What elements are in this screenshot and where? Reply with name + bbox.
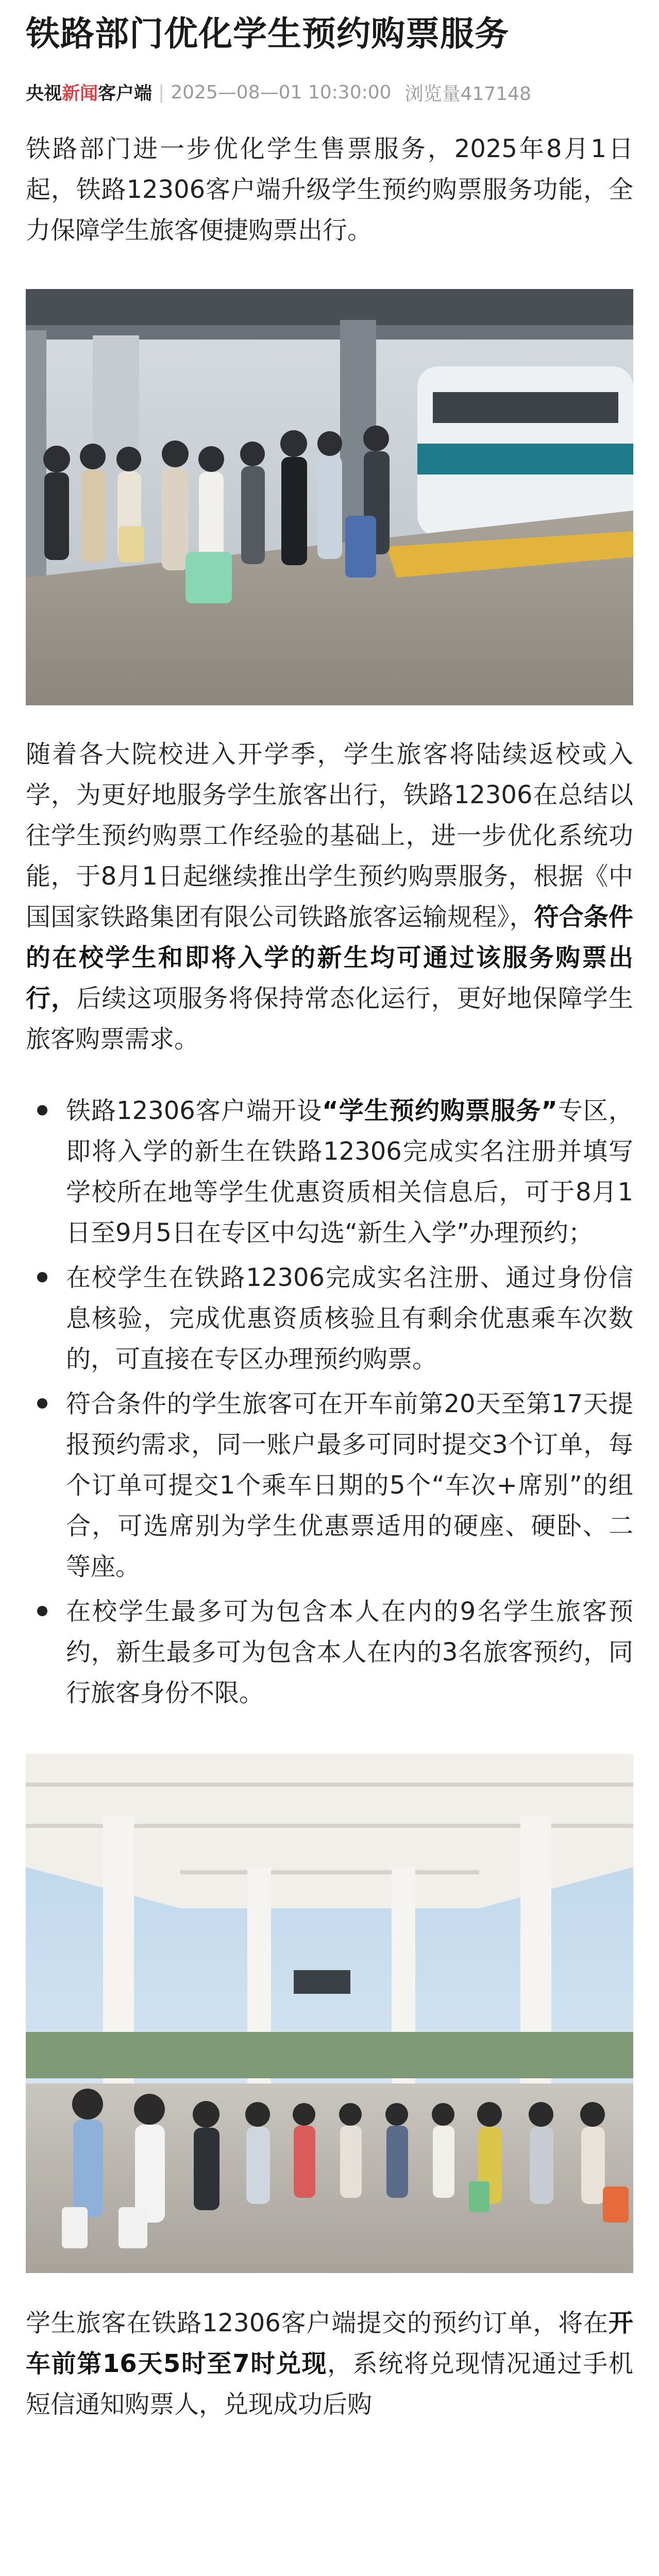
source-part-3: 客户端 bbox=[98, 83, 153, 104]
intro-paragraph: 铁路部门进一步优化学生售票服务，2025年8月1日起，铁路12306客户端升级学生预约购票服务功能，全力保障学生旅客便捷购票出行。 bbox=[26, 134, 633, 245]
list-item bbox=[26, 1384, 633, 1587]
bullet-1-text-2: 专区，即将入学的新生在铁路12306完成实名注册并填写学校所在地等学生优惠资质相关信息后，可于8月1日至9月5日在专区中勾选“新生入学”办理预约； bbox=[66, 1096, 633, 1247]
redemption-paragraph bbox=[26, 2303, 633, 2425]
rules-list bbox=[26, 1091, 633, 1714]
source-name[interactable] bbox=[26, 79, 152, 105]
list-item bbox=[26, 1091, 633, 1253]
bullet-dot-icon bbox=[37, 1398, 47, 1409]
context-text-bold: 符合条件的在校学生和即将入学的新生均可通过该服务购票出行， bbox=[26, 903, 633, 1013]
publish-time: 2025—08—01 10:30:00 bbox=[171, 81, 392, 103]
view-count: 浏览量417148 bbox=[404, 83, 531, 105]
redemption-text-2: ，系统将兑现情况通过手机短信通知购票人，兑现成功后购 bbox=[26, 2349, 633, 2419]
station-crowd-photo bbox=[26, 1754, 633, 2273]
context-text-1: 随着各大院校进入开学季，学生旅客将陆续返校或入学，为更好地服务学生旅客出行，铁路12306在总结以往学生预约购票工作经验的基础上，进一步优化系统功能，于8月1日起继续推出学生预约购票服务，根据《中国国家铁路集团有限公司铁路旅客运输规程》， bbox=[26, 740, 633, 931]
list-item bbox=[26, 1258, 633, 1380]
article-meta bbox=[26, 79, 633, 105]
bullet-4-text: 在校学生最多可为包含本人在内的9名学生旅客预约，新生最多可为包含本人在内的3名旅客预约，同行旅客身份不限。 bbox=[66, 1597, 633, 1707]
redemption-text-1: 学生旅客在铁路12306客户端提交的预约订单，将在 bbox=[26, 2309, 609, 2337]
source-part-1: 央视 bbox=[26, 83, 62, 104]
photo-illustration-2 bbox=[26, 1754, 633, 2273]
context-paragraph bbox=[26, 734, 633, 1060]
bullet-dot-icon bbox=[37, 1272, 47, 1282]
photo-illustration-1 bbox=[26, 289, 633, 705]
meta-separator: | bbox=[158, 81, 165, 103]
article-title: 铁路部门优化学生预约购票服务 bbox=[26, 14, 509, 54]
source-part-2: 新闻 bbox=[62, 83, 98, 104]
bullet-dot-icon bbox=[37, 1606, 47, 1616]
bullet-2-text: 在校学生在铁路12306完成实名注册、通过身份信息核验，完成优惠资质核验且有剩余优惠乘车次数的，可直接在专区办理预约购票。 bbox=[66, 1263, 633, 1374]
context-text-2: 后续这项服务将保持常态化运行，更好地保障学生旅客购票需求。 bbox=[26, 984, 633, 1054]
bullet-1-bold: “学生预约购票服务” bbox=[322, 1096, 557, 1125]
bullet-3-text: 符合条件的学生旅客可在开车前第20天至第17天提报预约需求，同一账户最多可同时提交3个订单，每个订单可提交1个乘车日期的5个“车次+席别”的组合，可选席别为学生优惠票适用的硬座、硬卧、二等座。 bbox=[66, 1389, 633, 1581]
bullet-dot-icon bbox=[37, 1105, 47, 1115]
bullet-1-text-1: 铁路12306客户端开设 bbox=[66, 1096, 323, 1125]
list-item bbox=[26, 1591, 633, 1714]
redemption-text-bold: 开车前第16天5时至7时兑现 bbox=[26, 2309, 633, 2378]
station-platform-photo bbox=[26, 289, 633, 705]
